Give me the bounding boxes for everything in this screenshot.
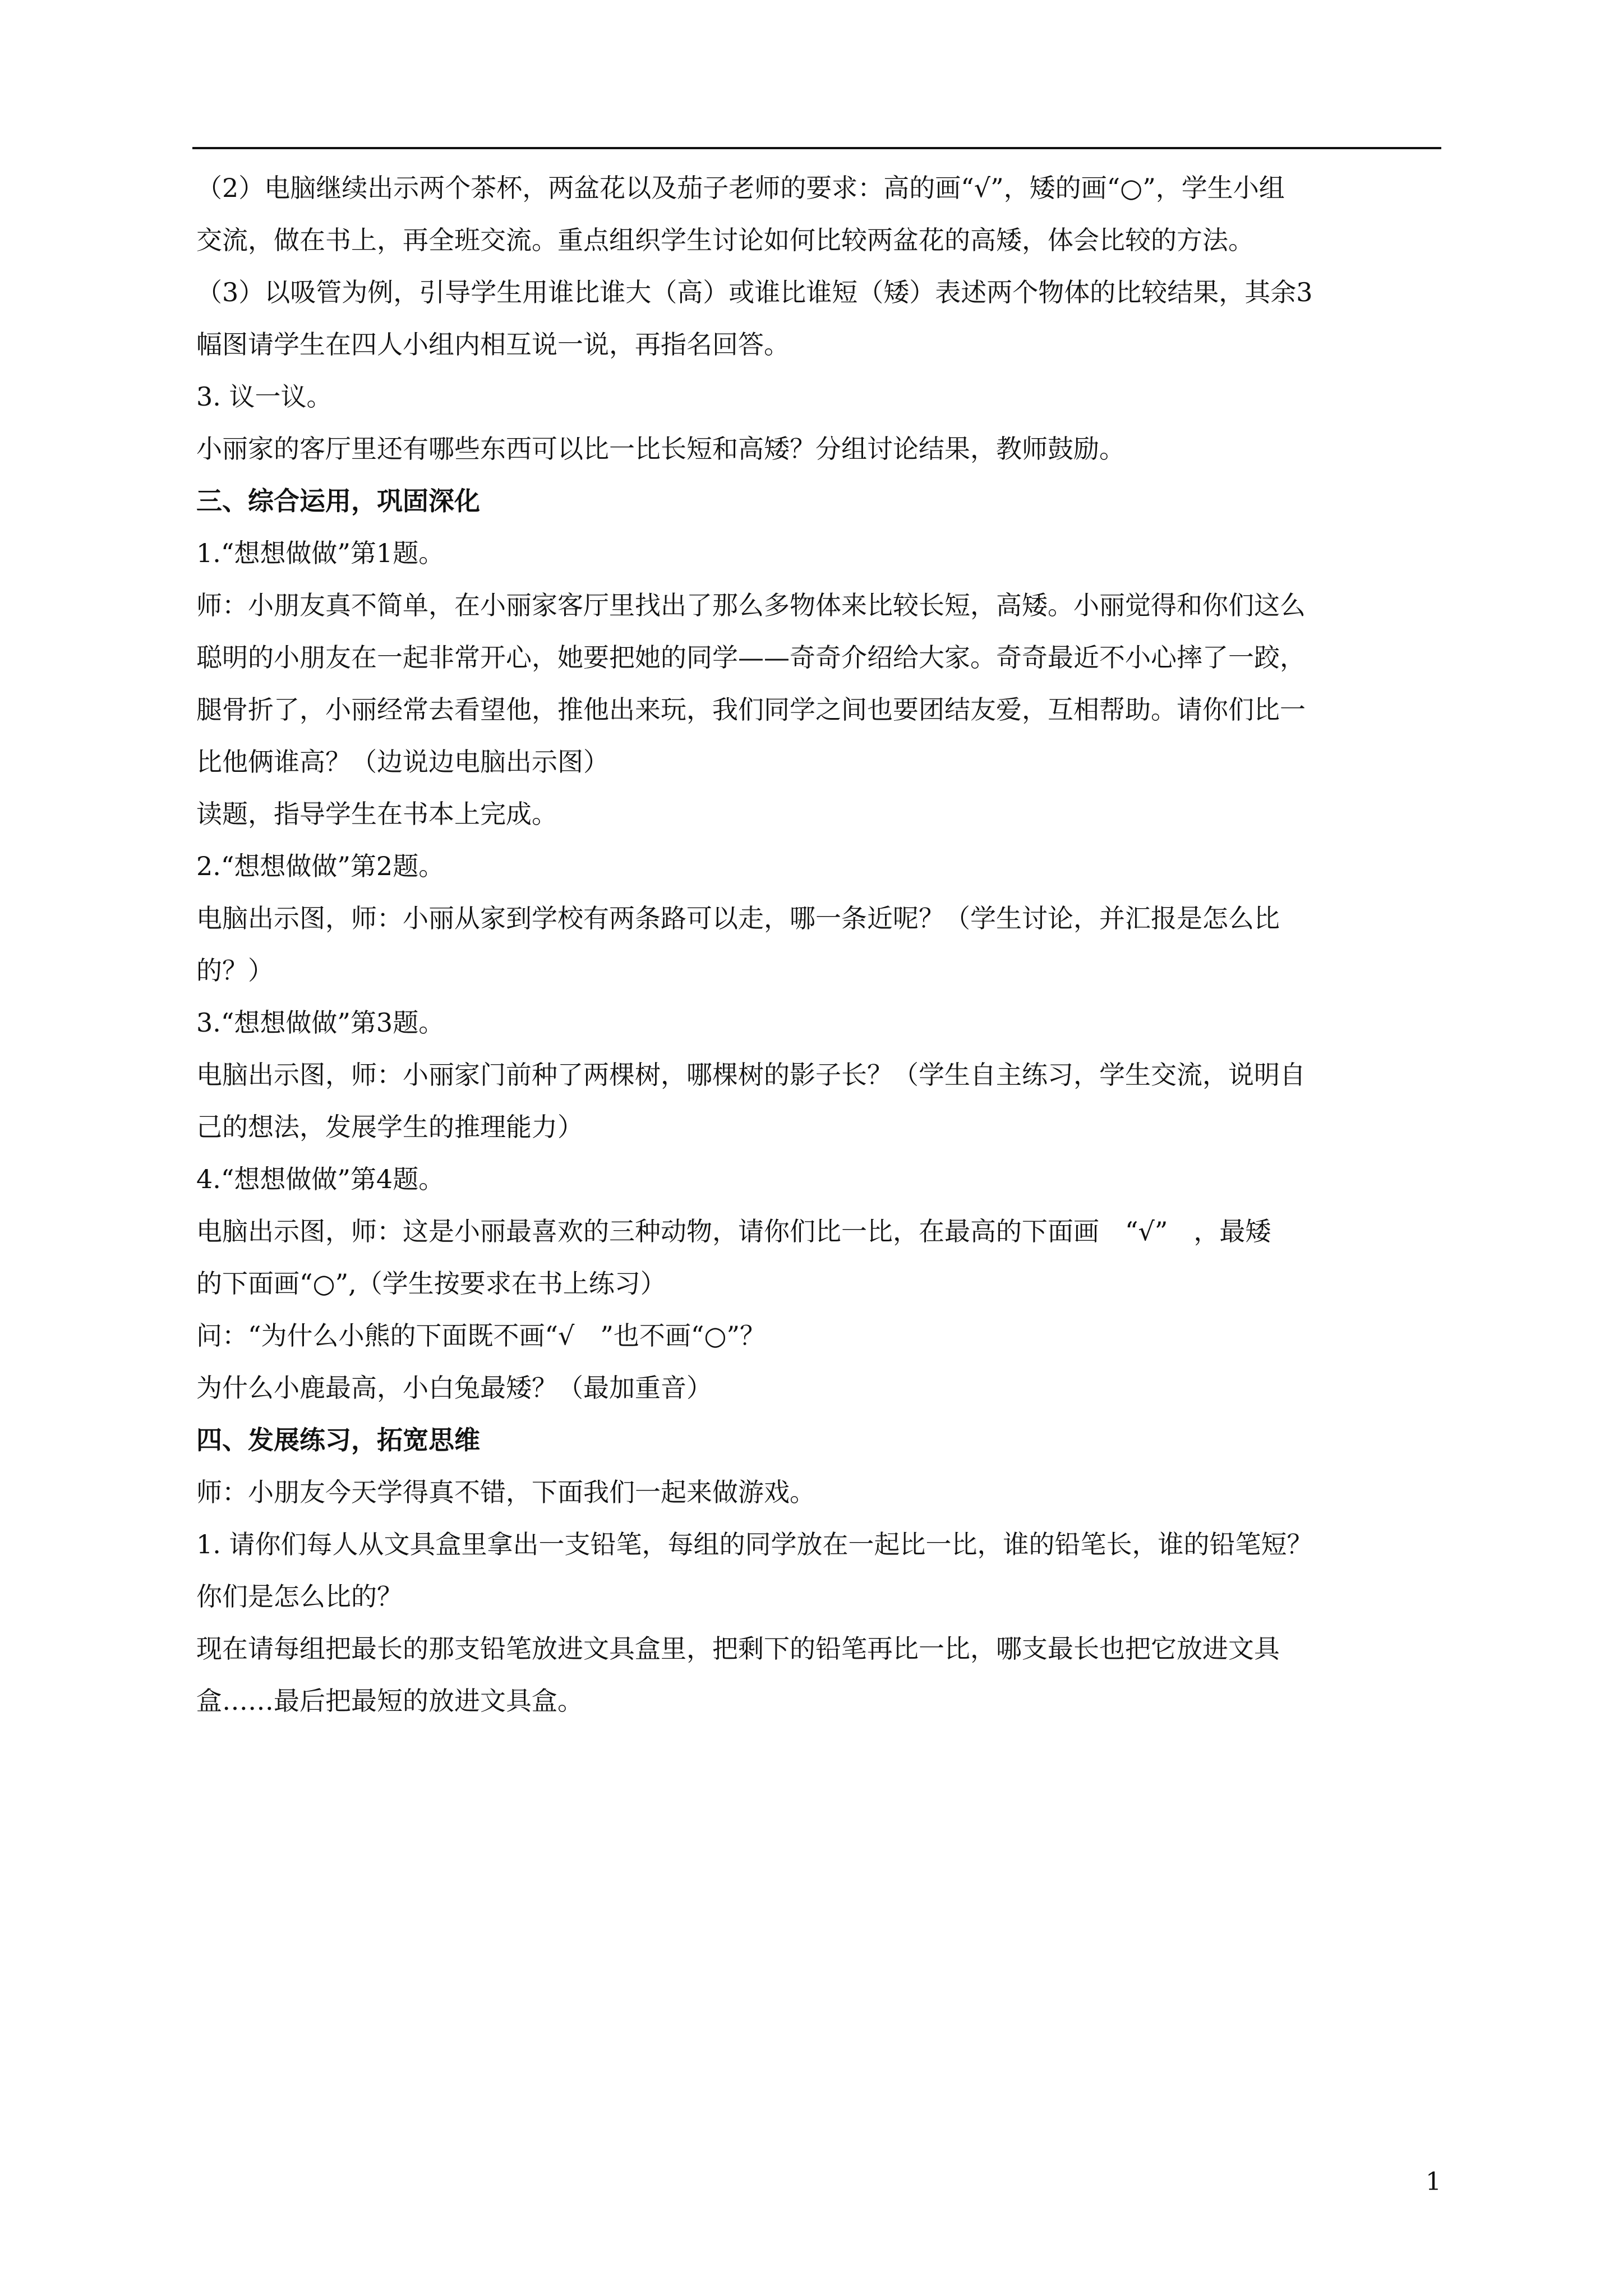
text-line: 己的想法，发展学生的推理能力） [196,1112,583,1142]
text-line: 为什么小鹿最高，小白兔最矮？（最加重音） [196,1373,712,1403]
text-line: 的？） [196,955,274,986]
text-line: 盒……最后把最短的放进文具盒。 [196,1686,583,1716]
document-body [196,168,1441,1733]
text-line: 交流，做在书上，再全班交流。重点组织学生讨论如何比较两盆花的高矮，体会比较的方法。 [196,225,1254,255]
text-line: 的下面画“○”,（学生按要求在书上练习） [196,1268,666,1299]
text-line: 师：小朋友真不简单，在小丽家客厅里找出了那么多物体来比较长短，高矮。小丽觉得和你们这么 [196,590,1306,620]
page-number: 1 [1426,2168,1441,2196]
header-rule [192,147,1441,149]
text-line: （2）电脑继续出示两个茶杯，两盆花以及茄子老师的要求：高的画“√”，矮的画“○”，学生小组 [196,173,1285,203]
text-line: 你们是怎么比的？ [196,1581,403,1612]
text-line: 3. 议一议。 [196,381,333,412]
text-line: 电脑出示图，师：小丽家门前种了两棵树，哪棵树的影子长？（学生自主练习，学生交流，说明自 [196,1060,1306,1090]
section-heading: 四、发展练习，拓宽思维 [196,1425,480,1455]
text-line: 小丽家的客厅里还有哪些东西可以比一比长短和高矮？分组讨论结果，教师鼓励。 [196,434,1125,464]
text-line: 聪明的小朋友在一起非常开心，她要把她的同学——奇奇介绍给大家。奇奇最近不小心摔了一跤， [196,642,1306,673]
text-line: 1.“想想做做”第1题。 [196,538,445,568]
text-line: 3.“想想做做”第3题。 [196,1007,445,1038]
text-line: 幅图请学生在四人小组内相互说一说，再指名回答。 [196,329,790,360]
text-line: 问：“为什么小熊的下面既不画“√ ”也不画“○”？ [196,1320,766,1351]
text-line: 电脑出示图，师：小丽从家到学校有两条路可以走，哪一条近呢？（学生讨论，并汇报是怎么比 [196,903,1280,933]
text-line: 读题，指导学生在书本上完成。 [196,799,557,829]
section-heading: 三、综合运用，巩固深化 [196,486,480,516]
text-line: 师：小朋友今天学得真不错，下面我们一起来做游戏。 [196,1477,815,1507]
text-line: 4.“想想做做”第4题。 [196,1164,445,1194]
text-line: 腿骨折了，小丽经常去看望他，推他出来玩，我们同学之间也要团结友爱，互相帮助。请你们比一 [196,694,1306,725]
text-line: 1. 请你们每人从文具盒里拿出一支铅笔，每组的同学放在一起比一比，谁的铅笔长，谁的铅笔短？ [196,1529,1313,1559]
text-line: 电脑出示图，师：这是小丽最喜欢的三种动物，请你们比一比，在最高的下面画 “√” ，最矮 [196,1216,1271,1246]
text-line: （3）以吸管为例，引导学生用谁比谁大（高）或谁比谁短（矮）表述两个物体的比较结果，其余3 [196,277,1313,307]
text-line: 2.“想想做做”第2题。 [196,851,445,881]
text-line: 现在请每组把最长的那支铅笔放进文具盒里，把剩下的铅笔再比一比，哪支最长也把它放进文具 [196,1634,1280,1664]
text-line: 比他俩谁高？（边说边电脑出示图） [196,747,609,777]
